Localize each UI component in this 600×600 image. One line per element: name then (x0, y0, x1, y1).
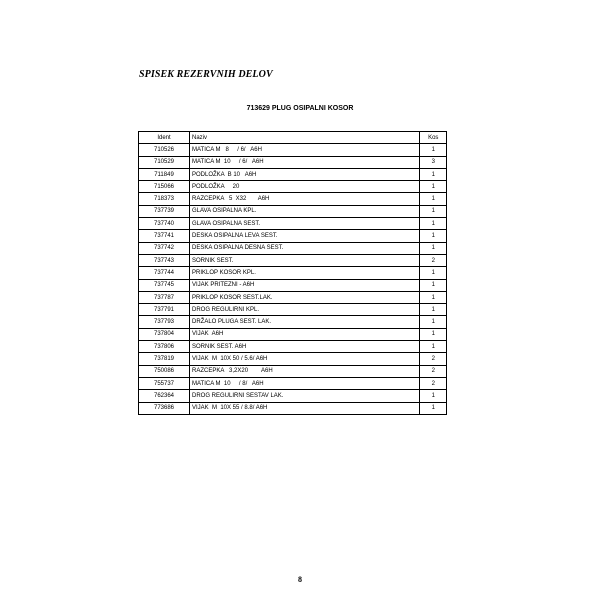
cell-naziv: DESKA OSIPALNA LEVA SEST. (190, 230, 420, 242)
table-row (139, 267, 447, 279)
table-row (139, 304, 447, 316)
table-row (139, 230, 447, 242)
cell-kos: 2 (420, 353, 447, 365)
cell-naziv: VIJAK M 10X 50 / 5.6/ A6H (190, 353, 420, 365)
cell-naziv: GLAVA OSIPALNA KPL. (190, 205, 420, 217)
cell-kos: 1 (420, 205, 447, 217)
cell-kos: 1 (420, 341, 447, 353)
cell-kos: 1 (420, 304, 447, 316)
cell-ident: 718373 (139, 193, 190, 205)
table-row (139, 254, 447, 266)
table-row (139, 316, 447, 328)
cell-ident: 755737 (139, 377, 190, 389)
table-header (139, 132, 447, 144)
cell-kos: 1 (420, 316, 447, 328)
cell-ident: 737793 (139, 316, 190, 328)
table-row (139, 144, 447, 156)
cell-kos: 1 (420, 242, 447, 254)
cell-kos: 1 (420, 390, 447, 402)
cell-ident: 737745 (139, 279, 190, 291)
table-row (139, 193, 447, 205)
cell-kos: 1 (420, 144, 447, 156)
table-row (139, 279, 447, 291)
table-row (139, 291, 447, 303)
cell-naziv: PRIKLOP KOSOR SEST.LAK. (190, 291, 420, 303)
table-row (139, 168, 447, 180)
cell-naziv: SORNIK SEST. (190, 254, 420, 266)
cell-naziv: VIJAK PRITEZNI - A6H (190, 279, 420, 291)
table-body (139, 144, 447, 415)
cell-naziv: PODLOŽKA 20 (190, 181, 420, 193)
table-row (139, 218, 447, 230)
cell-kos: 1 (420, 402, 447, 414)
cell-naziv: RAZCEPKA 5 X32 A6H (190, 193, 420, 205)
table-row (139, 156, 447, 168)
header-ident: Ident (139, 132, 190, 144)
cell-kos: 1 (420, 291, 447, 303)
cell-ident: 737740 (139, 218, 190, 230)
cell-ident: 715066 (139, 181, 190, 193)
table-row (139, 205, 447, 217)
cell-ident: 773686 (139, 402, 190, 414)
cell-naziv: MATICA M 10 / 6/ A6H (190, 156, 420, 168)
table-row (139, 341, 447, 353)
cell-kos: 1 (420, 168, 447, 180)
table-row (139, 328, 447, 340)
cell-ident: 737804 (139, 328, 190, 340)
cell-kos: 1 (420, 181, 447, 193)
cell-naziv: GLAVA OSIPALNA SEST. (190, 218, 420, 230)
cell-kos: 2 (420, 365, 447, 377)
cell-ident: 737806 (139, 341, 190, 353)
table-row (139, 365, 447, 377)
cell-kos: 2 (420, 254, 447, 266)
cell-ident: 737739 (139, 205, 190, 217)
document-subtitle: 713629 PLUG OSIPALNI KOSOR (246, 105, 354, 112)
cell-ident: 737741 (139, 230, 190, 242)
table-row (139, 242, 447, 254)
table-row (139, 377, 447, 389)
cell-naziv: DRŽALO PLUGA SEST. LAK. (190, 316, 420, 328)
cell-ident: 737744 (139, 267, 190, 279)
cell-kos: 1 (420, 218, 447, 230)
cell-naziv: DROG REGULIRNI KPL. (190, 304, 420, 316)
table-header-row (139, 132, 447, 144)
document-heading: SPISEK REZERVNIH DELOV (139, 69, 273, 80)
page-number: 8 (298, 575, 302, 584)
cell-ident: 737742 (139, 242, 190, 254)
spare-parts-table (138, 131, 447, 415)
cell-ident: 710526 (139, 144, 190, 156)
table-row (139, 390, 447, 402)
cell-kos: 1 (420, 230, 447, 242)
cell-naziv: MATICA M 8 / 6/ A6H (190, 144, 420, 156)
cell-ident: 750086 (139, 365, 190, 377)
cell-naziv: PRIKLOP KOSOR KPL. (190, 267, 420, 279)
cell-kos: 1 (420, 279, 447, 291)
table-row (139, 181, 447, 193)
cell-naziv: DROG REGULIRNI SESTAV LAK. (190, 390, 420, 402)
cell-naziv: SORNIK SEST. A6H (190, 341, 420, 353)
cell-kos: 3 (420, 156, 447, 168)
cell-ident: 762364 (139, 390, 190, 402)
cell-ident: 710529 (139, 156, 190, 168)
header-kos: Kos (420, 132, 447, 144)
cell-ident: 737787 (139, 291, 190, 303)
cell-ident: 711849 (139, 168, 190, 180)
cell-naziv: VIJAK M 10X 55 / 8.8/ A6H (190, 402, 420, 414)
header-naziv: Naziv (190, 132, 420, 144)
table-row (139, 353, 447, 365)
cell-naziv: MATICA M 10 / 8/ A6H (190, 377, 420, 389)
cell-naziv: VIJAK A6H (190, 328, 420, 340)
cell-naziv: DESKA OSIPALNA DESNA SEST. (190, 242, 420, 254)
cell-kos: 1 (420, 193, 447, 205)
cell-ident: 737743 (139, 254, 190, 266)
cell-kos: 1 (420, 328, 447, 340)
cell-naziv: RAZCEPKA 3,2X20 A6H (190, 365, 420, 377)
cell-naziv: PODLOŽKA B 10 A6H (190, 168, 420, 180)
cell-ident: 737791 (139, 304, 190, 316)
cell-kos: 1 (420, 267, 447, 279)
table-row (139, 402, 447, 414)
cell-ident: 737819 (139, 353, 190, 365)
cell-kos: 2 (420, 377, 447, 389)
